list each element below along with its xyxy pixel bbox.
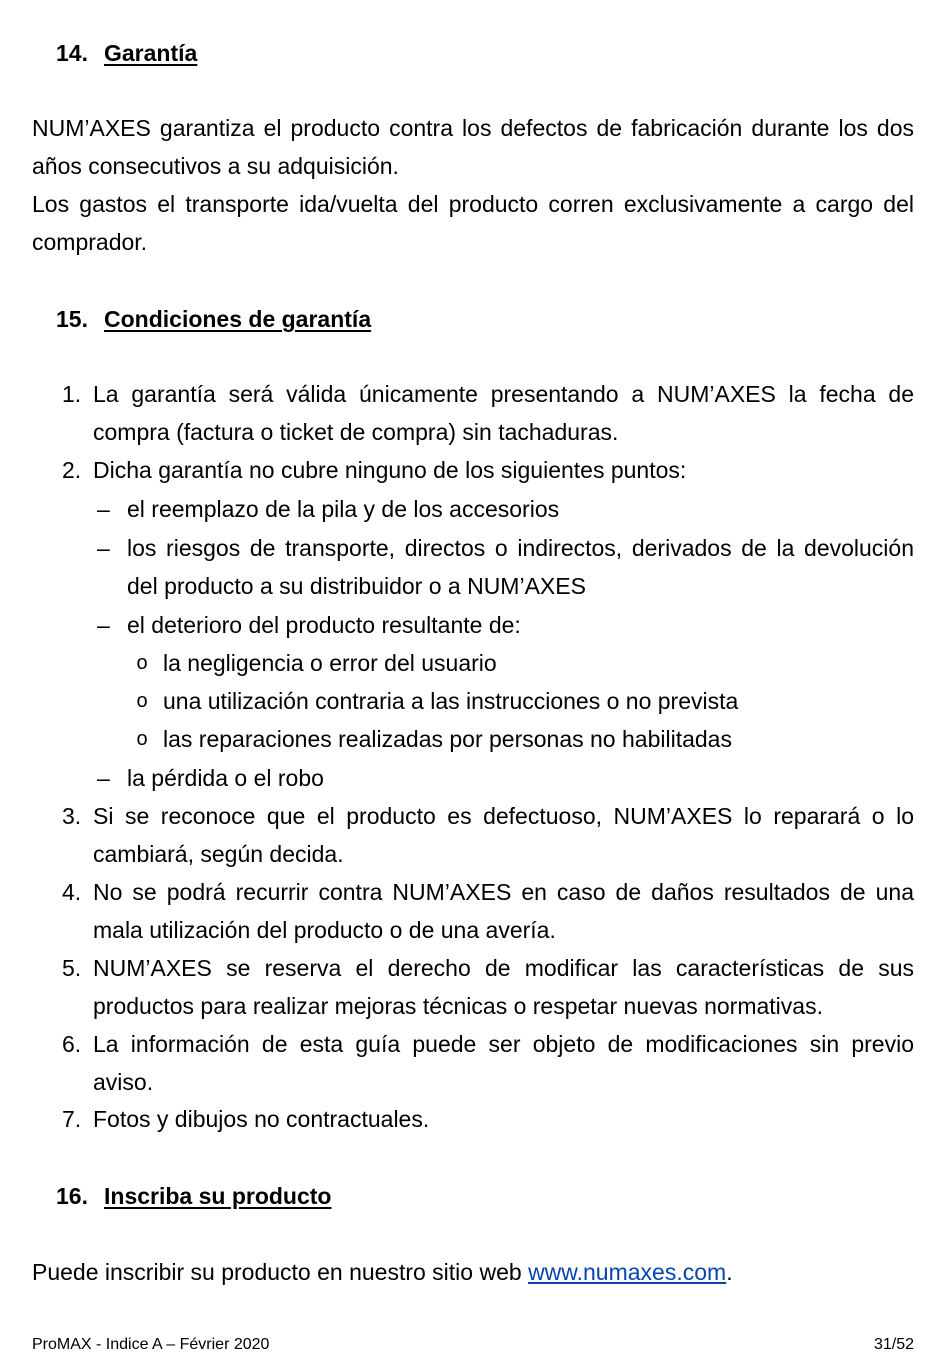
register-paragraph [32, 1254, 914, 1292]
list-item [62, 1026, 914, 1101]
section-title: Garantía [104, 40, 198, 66]
list-marker: 5. [62, 955, 82, 981]
list-item [62, 798, 914, 873]
sub-item-text: el deterioro del producto resultante de: [127, 612, 521, 638]
dash-marker: – [97, 535, 110, 561]
sub-list-item [97, 607, 914, 645]
list-item [62, 874, 914, 949]
sub-sub-list-item [136, 721, 914, 759]
list-item [62, 950, 914, 1025]
list-item [62, 376, 914, 451]
list-item-text: La garantía será válida únicamente presentando a NUM’AXES la fecha de compra (factura o ticket de compra) sin tachaduras. [93, 381, 914, 445]
sub-sub-list-item [136, 683, 914, 721]
sub-item-text: los riesgos de transporte, directos o indirectos, derivados de la devolución del producto a su distribuidor o a NUM’AXES [127, 535, 914, 599]
list-marker: 2. [62, 457, 82, 483]
dash-marker: – [97, 765, 110, 791]
list-marker: 6. [62, 1031, 82, 1057]
circle-bullet: o [136, 690, 148, 712]
list-item-text: Si se reconoce que el producto es defectuoso, NUM’AXES lo reparará o lo cambiará, según decida. [93, 803, 914, 867]
sub-sub-item-text: las reparaciones realizadas por personas no habilitadas [163, 726, 732, 752]
sub-sub-list-item [136, 645, 914, 683]
sub-list-item [97, 760, 914, 798]
section-title: Condiciones de garantía [104, 306, 372, 332]
sub-list-item [97, 491, 914, 529]
section-number: 16. [56, 1183, 88, 1209]
list-marker: 3. [62, 803, 82, 829]
warranty-paragraph: NUM’AXES garantiza el producto contra los defectos de fabricación durante los dos años consecutivos a su adquisición. [32, 115, 914, 179]
register-text: Puede inscribir su producto en nuestro sitio web [32, 1259, 529, 1285]
footer-document-info: ProMAX - Indice A – Février 2020 [32, 1336, 270, 1353]
circle-bullet: o [136, 728, 148, 750]
sub-list-item [97, 530, 914, 605]
section-16-heading [56, 1181, 331, 1211]
circle-bullet: o [136, 652, 148, 674]
transport-paragraph: Los gastos el transporte ida/vuelta del producto corren exclusivamente a cargo del comprador. [32, 191, 914, 255]
sub-item-text: la pérdida o el robo [127, 765, 324, 791]
list-item-text: Fotos y dibujos no contractuales. [93, 1106, 430, 1132]
page-number: 31/52 [873, 1336, 914, 1353]
list-item [62, 1101, 914, 1139]
section-title: Inscriba su producto [104, 1183, 332, 1209]
list-item-text: No se podrá recurrir contra NUM’AXES en caso de daños resultados de una mala utilización del producto o de una avería. [93, 879, 914, 943]
section-number: 15. [56, 306, 88, 332]
sub-sub-item-text: una utilización contraria a las instrucciones o no prevista [163, 688, 739, 714]
list-item-text: La información de esta guía puede ser objeto de modificaciones sin previo aviso. [93, 1031, 914, 1095]
register-text-end: . [726, 1259, 733, 1285]
dash-marker: – [97, 612, 110, 638]
list-marker: 7. [62, 1106, 82, 1132]
list-item-text: NUM’AXES se reserva el derecho de modificar las características de sus productos para realizar mejoras técnicas o respetar nuevas normativas. [93, 955, 914, 1019]
website-link[interactable]: www.numaxes.com [528, 1259, 727, 1285]
list-item-text: Dicha garantía no cubre ninguno de los siguientes puntos: [93, 457, 687, 483]
dash-marker: – [97, 496, 110, 522]
section-number: 14. [56, 40, 88, 66]
list-marker: 4. [62, 879, 82, 905]
list-marker: 1. [62, 381, 82, 407]
sub-sub-item-text: la negligencia o error del usuario [163, 650, 497, 676]
list-item [62, 452, 914, 490]
section-14-heading [56, 38, 197, 68]
section-15-heading [56, 304, 371, 334]
sub-item-text: el reemplazo de la pila y de los accesorios [127, 496, 560, 522]
